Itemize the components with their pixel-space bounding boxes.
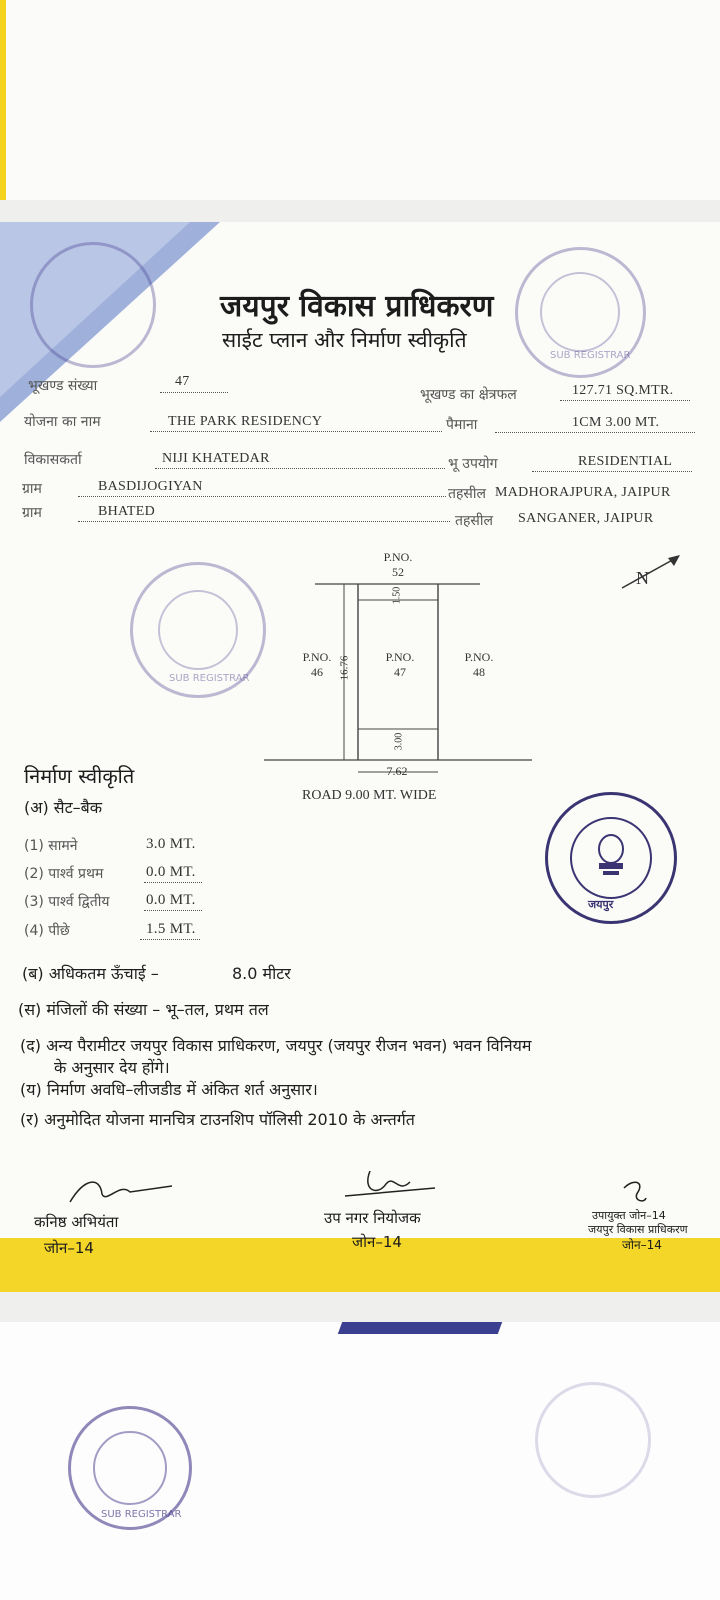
plot-52-label: P.NO. 52 bbox=[383, 550, 413, 579]
rear-setback-dimension: 1.50 bbox=[391, 586, 403, 605]
front-setback-dimension: 3.00 bbox=[393, 732, 405, 751]
village1-label: ग्राम bbox=[22, 481, 42, 497]
signature-deputy-planner bbox=[340, 1166, 440, 1206]
authority-title: जयपुर विकास प्राधिकरण bbox=[220, 289, 494, 324]
village2-value: BHATED bbox=[98, 504, 156, 519]
sub-registrar-stamp-top-left bbox=[30, 242, 156, 368]
next-page-edge bbox=[338, 1322, 502, 1334]
document-subtitle: साईट प्लान और निर्माण स्वीकृति bbox=[222, 328, 467, 352]
setback-side1-label: (2) पार्श्व प्रथम bbox=[24, 866, 104, 882]
previous-page bbox=[0, 0, 720, 200]
tehsil2-label: तहसील bbox=[455, 513, 493, 529]
seal-city: जयपुर bbox=[588, 898, 614, 911]
dotted-line bbox=[144, 910, 202, 911]
site-plan-document bbox=[0, 222, 720, 1292]
jda-office-seal bbox=[545, 792, 677, 924]
tehsil1-label: तहसील bbox=[448, 486, 486, 502]
dotted-line bbox=[140, 939, 200, 940]
duration-text: (य) निर्माण अवधि–लीजडीड में अंकित शर्त अनुसार। bbox=[20, 1080, 318, 1099]
setback-side2-value: 0.0 MT. bbox=[146, 892, 196, 908]
dotted-line bbox=[78, 521, 450, 522]
north-label: N bbox=[636, 568, 649, 588]
depth-dimension: 16.76 bbox=[338, 655, 351, 681]
stamp-inner-ring bbox=[540, 272, 620, 352]
road-label: ROAD 9.00 MT. WIDE bbox=[302, 788, 437, 803]
stamp-text: SUB REGISTRAR bbox=[169, 673, 250, 684]
village2-label: ग्राम bbox=[22, 505, 42, 521]
plot-48-label: P.NO. 48 bbox=[464, 650, 494, 679]
tehsil2-value: SANGANER, JAIPUR bbox=[518, 511, 654, 526]
next-page bbox=[0, 1322, 720, 1600]
setback-front-label: (1) सामने bbox=[24, 838, 78, 854]
plot-46-label: P.NO. 46 bbox=[302, 650, 332, 679]
ashoka-emblem-icon bbox=[591, 831, 631, 881]
page-gap bbox=[0, 200, 720, 222]
plot-47-label: P.NO. 47 bbox=[385, 650, 415, 679]
area-value: 127.71 SQ.MTR. bbox=[572, 383, 674, 398]
signature-junior-engineer bbox=[60, 1172, 180, 1212]
landuse-value: RESIDENTIAL bbox=[578, 454, 673, 469]
stamp-inner-ring bbox=[158, 590, 238, 670]
stamp-text: SUB REGISTRAR bbox=[550, 350, 631, 361]
deputy-planner-title: उप नगर नियोजक bbox=[324, 1209, 421, 1227]
other-params-text: (द) अन्य पैरामीटर जयपुर विकास प्राधिकरण, जयपुर (जयपुर रीजन भवन) भवन विनियम bbox=[20, 1036, 532, 1055]
stamp-inner-ring bbox=[93, 1431, 167, 1505]
page-gap bbox=[0, 1292, 720, 1322]
deputy-planner-zone: जोन–14 bbox=[352, 1233, 402, 1251]
scheme-label: योजना का नाम bbox=[24, 414, 101, 430]
setback-rear-label: (4) पीछे bbox=[24, 923, 70, 939]
north-arrow-icon bbox=[618, 552, 688, 592]
dotted-line bbox=[532, 471, 692, 472]
stamp-text: SUB REGISTRAR bbox=[101, 1509, 182, 1520]
dotted-line bbox=[155, 468, 445, 469]
sub-registrar-stamp-bottom bbox=[68, 1406, 192, 1530]
page-edge-strip bbox=[0, 0, 6, 200]
approval-heading: निर्माण स्वीकृति bbox=[24, 764, 135, 788]
dotted-line bbox=[560, 400, 690, 401]
landuse-label: भू उपयोग bbox=[448, 456, 498, 472]
deputy-commissioner-zone: जोन–14 bbox=[622, 1238, 662, 1252]
owner-label: विकासकर्ता bbox=[24, 452, 82, 468]
owner-value: NIJI KHATEDAR bbox=[162, 451, 270, 466]
approved-text: (र) अनुमोदित योजना मानचित्र टाउनशिप पॉलिसी 2010 के अन्तर्गत bbox=[20, 1110, 415, 1129]
max-height-value: 8.0 मीटर bbox=[232, 964, 291, 983]
sub-registrar-stamp-top-right bbox=[515, 247, 646, 378]
dotted-line bbox=[160, 392, 228, 393]
junior-engineer-title: कनिष्ठ अभियंता bbox=[34, 1213, 119, 1231]
signature-deputy-commissioner bbox=[620, 1178, 650, 1208]
deputy-commissioner-authority: जयपुर विकास प्राधिकरण bbox=[588, 1223, 688, 1236]
sub-registrar-stamp-mid bbox=[130, 562, 266, 698]
scale-label: पैमाना bbox=[446, 417, 478, 433]
scheme-value: THE PARK RESIDENCY bbox=[168, 414, 323, 429]
plot-no-value: 47 bbox=[175, 374, 190, 389]
tehsil1-value: MADHORAJPURA, JAIPUR bbox=[495, 485, 671, 500]
setback-heading: (अ) सैट–बैक bbox=[24, 798, 103, 817]
setback-rear-value: 1.5 MT. bbox=[146, 921, 196, 937]
plot-no-label: भूखण्ड संख्या bbox=[28, 378, 98, 394]
dotted-line bbox=[144, 882, 202, 883]
deputy-commissioner-title: उपायुक्त जोन–14 bbox=[592, 1209, 666, 1222]
max-height-label: (ब) अधिकतम ऊँचाई – bbox=[22, 964, 159, 983]
faded-stamp bbox=[535, 1382, 651, 1498]
village1-value: BASDIJOGIYAN bbox=[98, 479, 203, 494]
setback-front-value: 3.0 MT. bbox=[146, 836, 196, 852]
width-dimension: 7.62 bbox=[386, 764, 408, 778]
dotted-line bbox=[495, 432, 695, 433]
other-params-text-2: के अनुसार देय होंगे। bbox=[54, 1058, 170, 1077]
area-label: भूखण्ड का क्षेत्रफल bbox=[420, 387, 517, 403]
scale-value: 1CM 3.00 MT. bbox=[572, 415, 660, 430]
dotted-line bbox=[78, 496, 446, 497]
setback-side1-value: 0.0 MT. bbox=[146, 864, 196, 880]
junior-engineer-zone: जोन–14 bbox=[44, 1239, 94, 1257]
dotted-line bbox=[150, 431, 442, 432]
floors-text: (स) मंजिलों की संख्या – भू–तल, प्रथम तल bbox=[18, 1000, 269, 1019]
setback-side2-label: (3) पार्श्व द्वितीय bbox=[24, 894, 110, 910]
